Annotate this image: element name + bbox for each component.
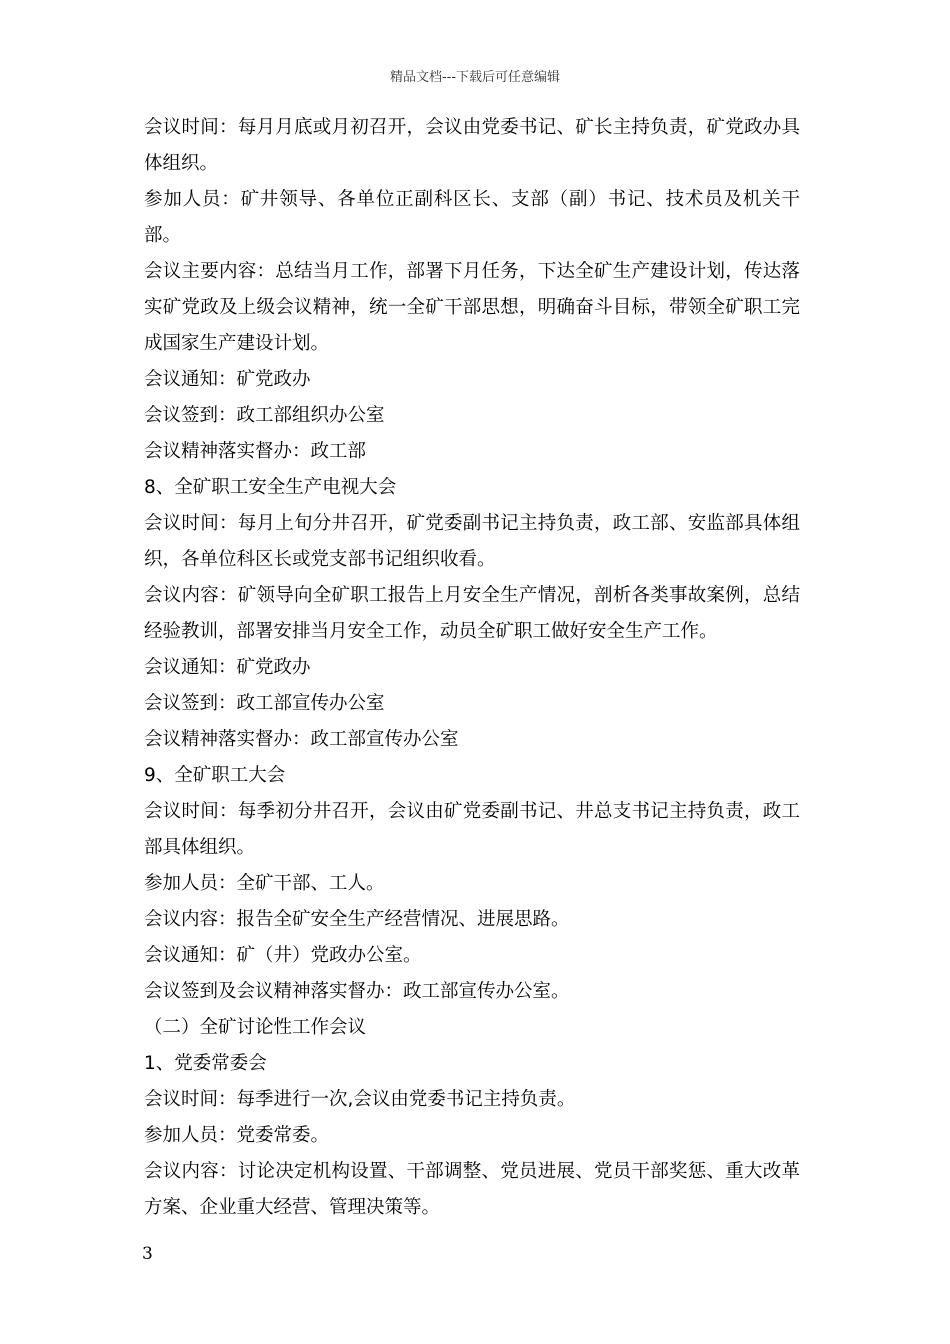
paragraph: 会议签到：政工部宣传办公室 [144, 693, 385, 714]
page-header: 精品文档---下载后可任意编辑 [389, 70, 561, 85]
paragraph: 会议时间：每月上旬分井召开，矿党委副书记主持负责，政工部、安监部具体组织，各单位科区长或党支部书记组织收看。 [144, 513, 800, 570]
paragraph: 会议精神落实督办：政工部宣传办公室 [144, 729, 459, 750]
paragraph: 会议通知：矿（井）党政办公室。 [144, 945, 422, 966]
paragraph: 参加人员：矿井领导、各单位正副科区长、支部（副）书记、技术员及机关干部。 [144, 189, 800, 246]
paragraph: 会议内容：矿领导向全矿职工报告上月安全生产情况，剖析各类事故案例，总结经验教训，部署安排当月安全工作，动员全矿职工做好安全生产工作。 [144, 585, 800, 642]
paragraph: 会议通知：矿党政办 [144, 369, 311, 390]
paragraph: 会议时间：每季进行一次,会议由党委书记主持负责。 [144, 1089, 576, 1110]
section-heading: 1、党委常委会 [144, 1053, 267, 1074]
paragraph: 会议通知：矿党政办 [144, 657, 311, 678]
page-number: 3 [142, 1244, 153, 1264]
document-body [144, 110, 800, 1226]
paragraph: 会议精神落实督办：政工部 [144, 441, 367, 462]
section-heading: 8、全矿职工安全生产电视大会 [144, 477, 397, 498]
section-heading: 9、全矿职工大会 [144, 765, 286, 786]
paragraph: 会议签到及会议精神落实督办：政工部宣传办公室。 [144, 981, 570, 1002]
paragraph: 参加人员：党委常委。 [144, 1125, 330, 1146]
paragraph: 会议时间：每月月底或月初召开，会议由党委书记、矿长主持负责，矿党政办具体组织。 [144, 117, 800, 174]
paragraph: 参加人员：全矿干部、工人。 [144, 873, 385, 894]
paragraph: 会议签到：政工部组织办公室 [144, 405, 385, 426]
paragraph: 会议时间：每季初分井召开，会议由矿党委副书记、井总支书记主持负责，政工部具体组织。 [144, 801, 800, 858]
section-heading: （二）全矿讨论性工作会议 [144, 1017, 367, 1038]
paragraph: 会议内容：讨论决定机构设置、干部调整、党员进展、党员干部奖惩、重大改革方案、企业重大经营、管理决策等。 [144, 1161, 800, 1218]
paragraph: 会议内容：报告全矿安全生产经营情况、进展思路。 [144, 909, 570, 930]
paragraph: 会议主要内容：总结当月工作，部署下月任务，下达全矿生产建设计划，传达落实矿党政及上级会议精神，统一全矿干部思想，明确奋斗目标，带领全矿职工完成国家生产建设计划。 [144, 261, 800, 354]
